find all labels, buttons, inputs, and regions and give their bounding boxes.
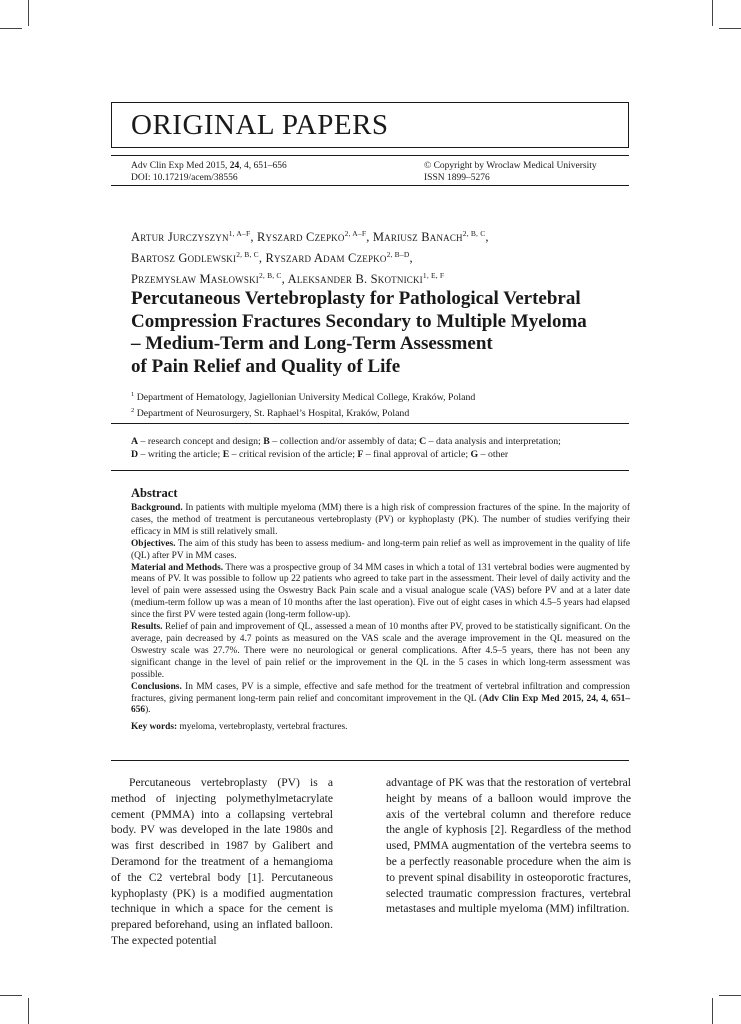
body-column-right: advantage of PK was that the restoration of vertebral height by means of a balloon would improve the axis of the vertebral column and therefore reduce the angle of kyphosis [2]. Regardless of the method used, PMMA augmentation of the vertebra seems to be a perfectly reasonable procedure when the aim is to prevent spinal disability in osteoporotic fractures, selected traumatic compression fractures, vertebral metastases and multiple myeloma (MM) infiltration. [386,776,631,916]
title-line: Percutaneous Vertebroplasty for Pathological Vertebral [131,288,581,309]
author: Przemysław Masłowski$^{2, B, C}$, [131,271,288,286]
paper-title [131,288,636,378]
abstract-conclusions: Conclusions. In MM cases, PV is a simple, effective and safe method for the treatment of vertebral infiltration and compression fractures, giving permanent long-term pain relief and concomitant improvement in the QL (Adv Clin Exp Med 2015, 24, 4, 651–656). [131,681,631,716]
crop-mark [712,0,713,26]
author: Ryszard Adam Czepko$^{2, B-D}$, [265,250,413,265]
keywords: Key words: myeloma, vertebroplasty, vertebral fractures. [131,722,348,733]
abstract-background: Background. In patients with multiple myeloma (MM) there is a high risk of compression fractures of the spine. In the majority of cases, the method of treatment is percutaneous vertebroplasty (PV) or kyphoplasty (PK). The number of studies verifying their efficacy in MM is still relatively small. [131,503,630,537]
title-line: Compression Fractures Secondary to Multiple Myeloma [131,310,587,332]
crop-mark [28,998,29,1024]
author: Ryszard Czepko$^{2, A-F}$, [256,229,373,244]
crop-mark [0,28,22,29]
affiliation: $^1$ Department of Hematology, Jagiellonian University Medical College, Kraków, Poland [131,391,476,403]
contribution-roles [131,436,621,461]
crop-mark [719,995,741,996]
author: Artur Jurczyszyn$^{1, A-F}$, [131,229,257,244]
author: Aleksander B. Skotnicki$^{1, E, F}$ [287,271,445,286]
roles-line: D – writing the article; E – critical revision of the article; F – final approval of article; G – other [131,448,509,460]
affiliation: $^2$ Department of Neurosurgery, St. Raphael’s Hospital, Kraków, Poland [131,406,410,419]
issn: ISSN 1899–5276 [424,173,490,183]
section-title: ORIGINAL PAPERS [131,109,389,141]
copyright: © Copyright by Wroclaw Medical University [424,161,597,171]
crop-mark [28,0,29,26]
divider [111,760,629,761]
affiliations [131,389,475,420]
journal-meta-right [424,160,597,184]
crop-mark [0,995,22,996]
divider [111,423,629,424]
abstract-results: Results. Relief of pain and improvement of QL, assessed a mean of 10 months after PV, proved to be statistically significant. On the average, pain decreased by 4.7 points as measured on the VAS scale and the average improvement in the QL measured on the Oswestry scale was 27.7%. There were no neurological or general complications. After 4.5–5 years, there has not been any significant change in the level of pain relief or the improvement in the QL in the 5 cases in which long-term assessment was possible. [131,622,630,680]
title-line: – Medium-Term and Long-Term Assessment [131,333,493,354]
meta-divider [111,185,629,186]
title-line: of Pain Relief and Quality of Life [131,355,401,377]
crop-mark [719,28,741,29]
author: Bartosz Godlewski$^{2, B, C}$, [131,250,266,265]
doi: DOI: 10.17219/acem/38556 [131,173,238,183]
section-banner [111,102,629,148]
journal-meta-left [131,160,287,184]
abstract [131,486,630,734]
abstract-methods: Material and Methods. There was a prospective group of 34 MM cases in which a total of 131 vertebral bodies were augmented by means of PV. It was possible to follow up 22 patients who agreed to take part in the assessment. Their level of daily activity and the level of pain were assessed using the Oswestry Back Pain scale and a visual analogue scale (VAS) before PV and at a later date (medium-term follow up was a mean of 10 months after the last operation). Five out of eight cases in which 4.5–5 years had elapsed since the first PV were tested again (long-term follow-up). [131,562,631,621]
meta-divider [111,155,629,156]
body-column-left: Percutaneous vertebroplasty (PV) is a method of injecting polymethylmetacrylate cement (PMMA) into a collapsing vertebral body. PV was developed in the late 1980s and was first described in 1987 by Galibert and Deramond for the treatment of a hemangioma of the C2 vertebral body [1]. Percutaneous kyphoplasty (PK) is a modified augmentation technique in which a space for the cement is prepared beforehand, using an inflated balloon. The expected potential [111,776,333,947]
crop-mark [712,998,713,1024]
abstract-objectives: Objectives. The aim of this study has been to assess medium- and long-term pain relief as well as improvement in the quality of life (QL) after PV in MM cases. [131,538,630,561]
author-list [131,225,631,288]
journal-citation: Adv Clin Exp Med 2015, 24, 4, 651–656 [131,161,287,171]
author: Mariusz Banach$^{2, B, C}$, [372,229,489,244]
roles-line: A – research concept and design; B – collection and/or assembly of data; C – data analysis and interpretation; [131,436,561,447]
divider [111,470,629,471]
abstract-heading: Abstract [131,486,178,500]
